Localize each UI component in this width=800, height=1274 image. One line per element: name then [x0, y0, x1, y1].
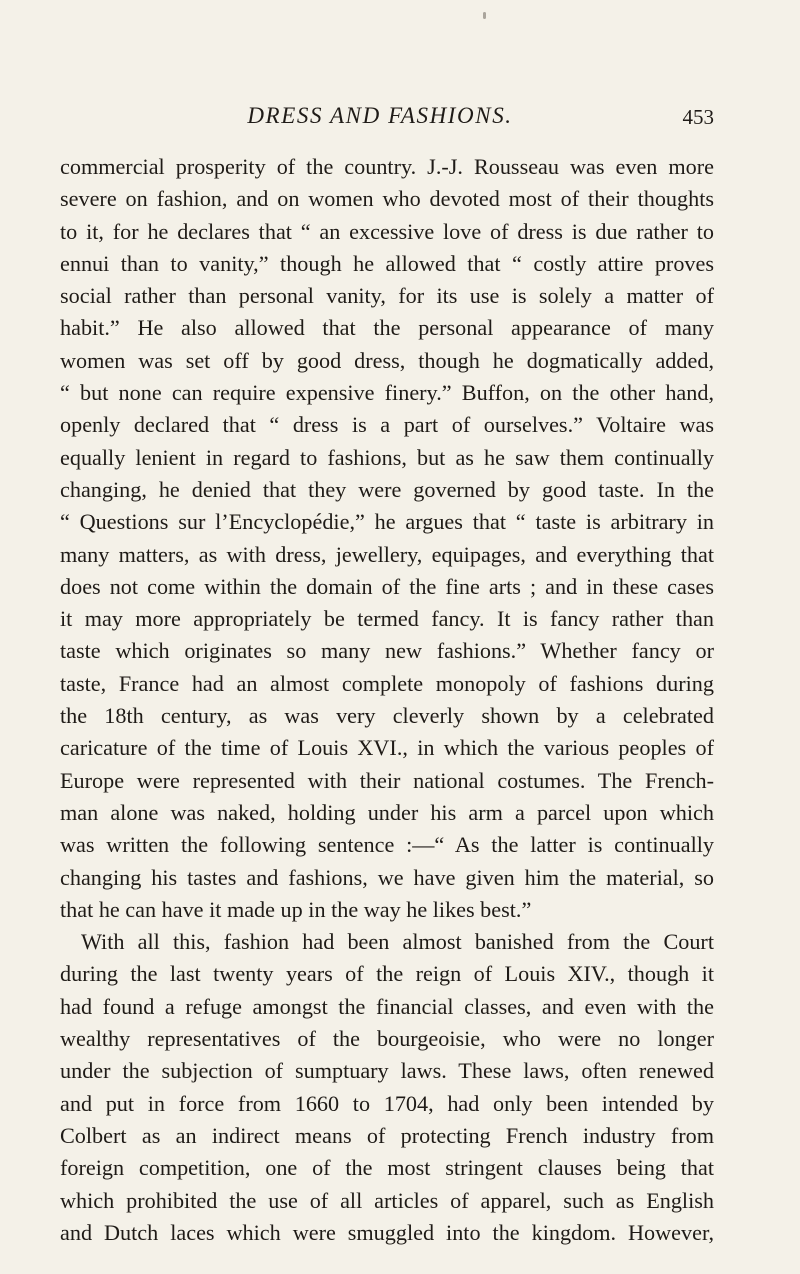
- text-line: “ but none can require expensive finery.” Buffon, on the other hand,: [60, 380, 714, 406]
- text-line: had found a refuge amongst the financial classes, and even with the: [60, 993, 714, 1019]
- text-line: women was set off by good dress, though he dogmatically added,: [60, 347, 714, 373]
- text-line: man alone was naked, holding under his arm a parcel upon which: [60, 799, 714, 825]
- text-line: openly declared that “ dress is a part of ourselves.” Voltaire was: [60, 412, 714, 438]
- page-number: 453: [682, 105, 714, 129]
- text-line: was written the following sentence :—“ As the latter is continually: [60, 832, 714, 858]
- text-line: changing his tastes and fashions, we have given him the material, so: [60, 864, 714, 890]
- text-line: which prohibited the use of all articles of apparel, such as English: [60, 1187, 714, 1213]
- body-text: [60, 151, 714, 1249]
- text-line: commercial prosperity of the country. J.-J. Rousseau was even more: [60, 154, 714, 179]
- text-line: the 18th century, as was very cleverly shown by a celebrated: [60, 703, 714, 729]
- text-line: to it, for he declares that “ an excessive love of dress is due rather to: [60, 218, 714, 244]
- running-head: [0, 90, 800, 140]
- text-line: Colbert as an indirect means of protecting French industry from: [60, 1122, 714, 1148]
- text-line: severe on fashion, and on women who devoted most of their thoughts: [60, 186, 714, 212]
- text-line: habit.” He also allowed that the personal appearance of many: [60, 315, 714, 341]
- text-line: caricature of the time of Louis XVI., in which the various peoples of: [60, 735, 714, 761]
- text-line: and Dutch laces which were smuggled into the kingdom. However,: [60, 1219, 714, 1245]
- text-line: “ Questions sur l’Encyclopédie,” he argues that “ taste is arbitrary in: [60, 509, 714, 535]
- print-speck: [483, 12, 486, 19]
- text-line: wealthy representatives of the bourgeoisie, who were no longer: [60, 1026, 714, 1052]
- text-line: With all this, fashion had been almost banished from the Court: [81, 929, 714, 955]
- text-line: Europe were represented with their national costumes. The French-: [60, 767, 714, 793]
- text-line: taste which originates so many new fashions.” Whether fancy or: [60, 638, 714, 664]
- text-line: foreign competition, one of the most stringent clauses being that: [60, 1155, 714, 1181]
- running-title: DRESS AND FASHIONS.: [247, 103, 513, 128]
- text-line: that he can have it made up in the way he likes best.”: [60, 896, 532, 922]
- text-line: taste, France had an almost complete monopoly of fashions during: [60, 670, 714, 696]
- text-line: under the subjection of sumptuary laws. These laws, often renewed: [60, 1058, 714, 1084]
- text-line: equally lenient in regard to fashions, but as he saw them continually: [60, 444, 714, 470]
- text-line: during the last twenty years of the reign of Louis XIV., though it: [60, 961, 714, 987]
- text-line: social rather than personal vanity, for its use is solely a matter of: [60, 283, 714, 309]
- text-line: it may more appropriately be termed fancy. It is fancy rather than: [60, 606, 714, 632]
- text-line: many matters, as with dress, jewellery, equipages, and everything that: [60, 541, 714, 567]
- text-line: does not come within the domain of the fine arts ; and in these cases: [60, 573, 714, 599]
- text-line: ennui than to vanity,” though he allowed that “ costly attire proves: [60, 250, 714, 276]
- text-line: and put in force from 1660 to 1704, had only been intended by: [60, 1090, 714, 1116]
- text-line: changing, he denied that they were governed by good taste. In the: [60, 476, 714, 502]
